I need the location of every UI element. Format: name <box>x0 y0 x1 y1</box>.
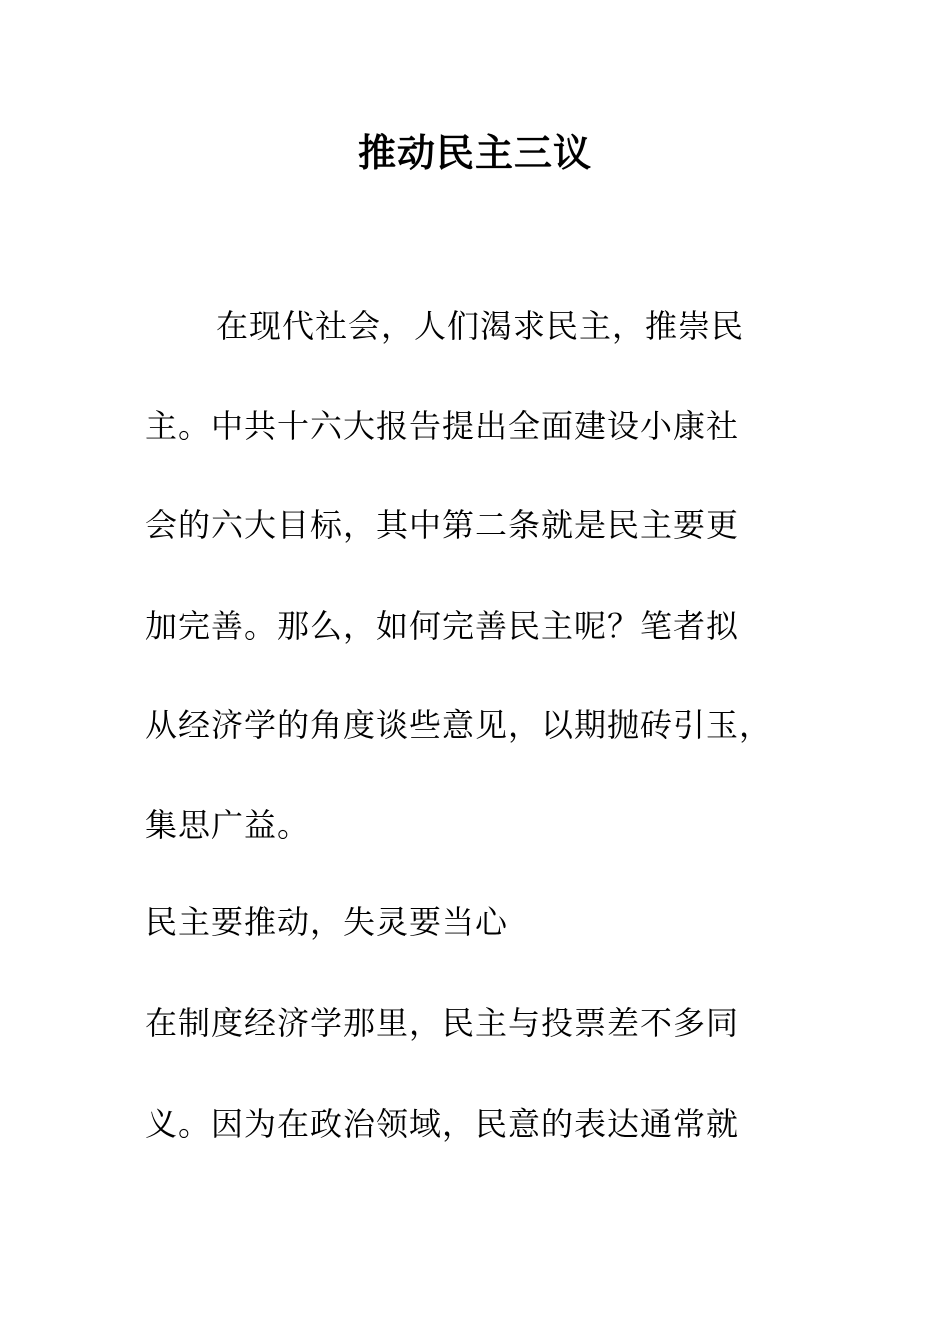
intro-line-4: 加完善。那么，如何完善民主呢？笔者拟 <box>145 607 740 645</box>
intro-line-3: 会的六大目标，其中第二条就是民主要更 <box>145 506 740 544</box>
intro-line-1: 在现代社会，人们渴求民主，推崇民 <box>216 307 745 345</box>
body-line-2: 义。因为在政治领域，民意的表达通常就 <box>145 1105 740 1143</box>
intro-line-5: 从经济学的角度谈些意见，以期抛砖引玉， <box>145 706 773 744</box>
section-heading: 民主要推动，失灵要当心 <box>145 903 509 941</box>
intro-line-6: 集思广益。 <box>145 806 311 844</box>
document-title: 推动民主三议 <box>357 131 592 175</box>
intro-line-2: 主。中共十六大报告提出全面建设小康社 <box>145 407 740 445</box>
body-line-1: 在制度经济学那里，民主与投票差不多同 <box>145 1004 740 1042</box>
